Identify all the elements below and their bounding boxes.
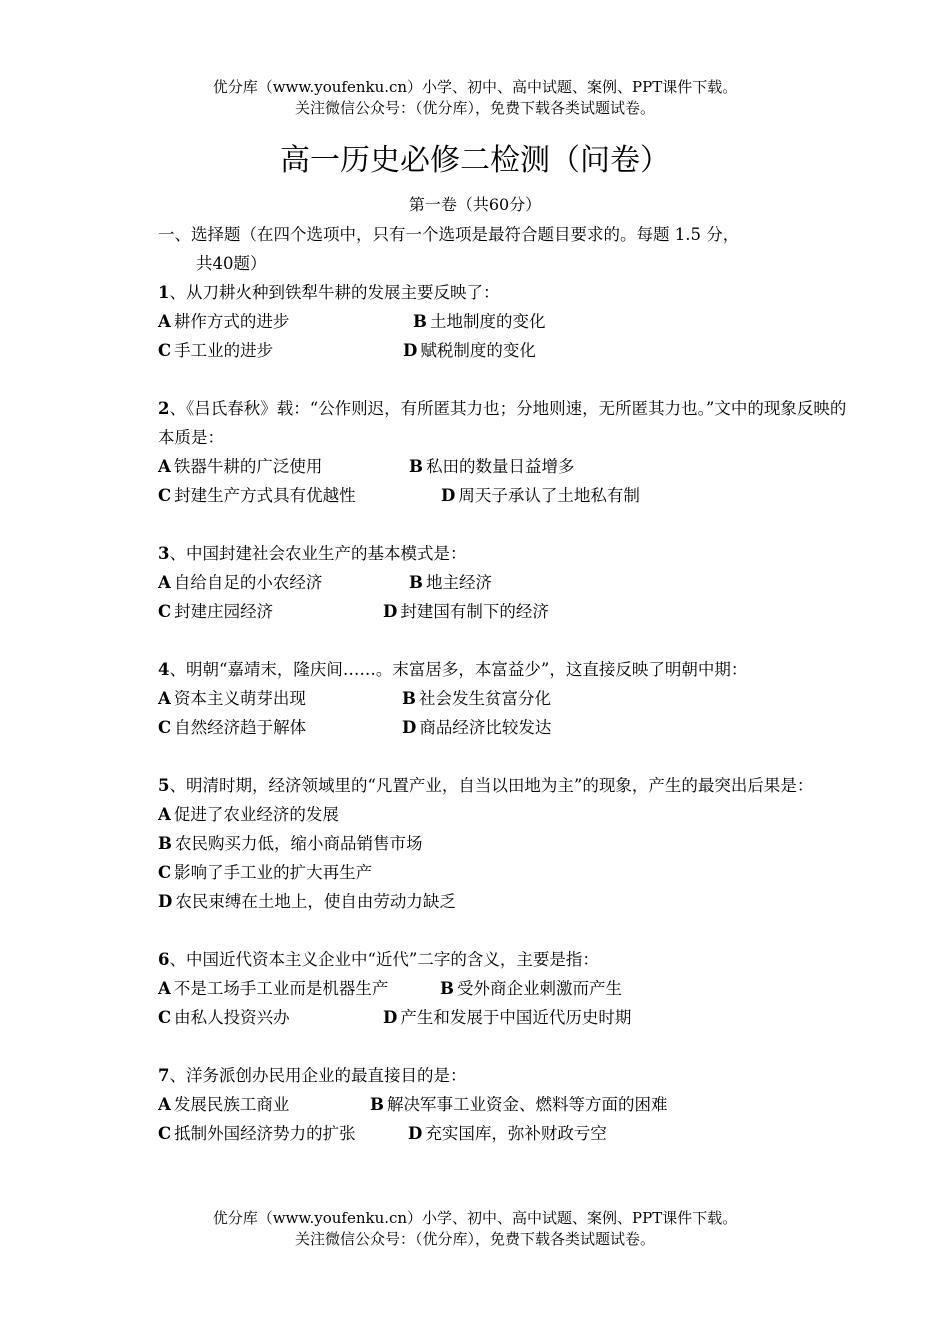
option-c (158, 336, 403, 365)
option-letter: A (158, 805, 171, 824)
option-text: 由私人投资兴办 (174, 1008, 290, 1027)
option-text: 耕作方式的进步 (173, 312, 290, 331)
question-stem (158, 945, 848, 974)
option-letter: B (402, 689, 416, 708)
option-letter: A (158, 1095, 171, 1114)
option-d (441, 481, 640, 510)
option-letter: C (158, 1008, 172, 1027)
option-letter: C (158, 602, 172, 621)
option-c (158, 481, 441, 510)
question-stem (158, 394, 848, 452)
question-number: 5 (158, 776, 170, 795)
option-text: 影响了手工业的扩大再生产 (174, 863, 373, 882)
footer-line-2: 关注微信公众号：（优分库），免费下载各类试题试卷。 (294, 1230, 655, 1248)
option-row (158, 568, 848, 597)
option-letter: B (158, 834, 172, 853)
option-row (158, 1090, 848, 1119)
question-stem (158, 539, 848, 568)
question-text: 、中国封建社会农业生产的基本模式是： (169, 544, 467, 563)
option-c (158, 597, 383, 626)
option-text: 解决军事工业资金、燃料等方面的困难 (386, 1095, 668, 1114)
option-text: 封建国有制下的经济 (400, 602, 549, 621)
option-text: 促进了农业经济的发展 (173, 805, 339, 824)
question-stem (158, 655, 848, 684)
option-text: 手工业的进步 (174, 341, 274, 360)
option-letter: A (158, 689, 171, 708)
option-letter: B (370, 1095, 384, 1114)
option-letter: D (383, 1008, 398, 1027)
option-letter: D (158, 892, 173, 911)
question-number: 4 (158, 660, 170, 679)
option-letter: B (440, 979, 454, 998)
option-text: 农民购买力低，缩小商品销售市场 (174, 834, 423, 853)
question-7 (158, 1061, 848, 1148)
option-text: 私田的数量日益增多 (425, 457, 575, 476)
option-c (158, 1003, 383, 1032)
page-footer (0, 1208, 950, 1250)
option-c (158, 1119, 408, 1148)
option-letter: D (403, 341, 418, 360)
option-row (158, 481, 848, 510)
option-d (408, 1119, 607, 1148)
question-2 (158, 394, 848, 510)
option-b (440, 974, 622, 1003)
option-letter: A (158, 573, 171, 592)
option-letter: D (383, 602, 398, 621)
option-row (158, 307, 848, 336)
option-text: 商品经济比较发达 (419, 718, 552, 737)
part-subtitle: 第一卷（共60分） (408, 195, 542, 214)
question-text: 、中国近代资本主义企业中“近代”二字的含义，主要是指： (169, 950, 599, 969)
option-b (413, 307, 545, 336)
option-text: 地主经济 (425, 573, 492, 592)
section-heading (158, 220, 848, 278)
option-letter: A (158, 979, 171, 998)
option-b (409, 568, 492, 597)
question-1 (158, 278, 848, 365)
option-row (158, 452, 848, 481)
option-b (158, 829, 848, 858)
option-a (158, 307, 413, 336)
question-number: 6 (158, 950, 170, 969)
option-d (403, 336, 536, 365)
option-letter: D (402, 718, 417, 737)
question-number: 2 (158, 399, 170, 418)
question-number: 1 (158, 283, 170, 302)
question-stem (158, 1061, 848, 1090)
page-header (0, 77, 950, 119)
option-row (158, 974, 848, 1003)
option-text: 周天子承认了土地私有制 (458, 486, 640, 505)
question-text: 、明清时期，经济领域里的“凡置产业，自当以田地为主”的现象，产生的最突出后果是： (169, 776, 814, 795)
option-text: 社会发生贫富分化 (418, 689, 551, 708)
option-d (383, 1003, 631, 1032)
question-text: 、明朝“嘉靖末，隆庆间……。末富居多，本富益少”，这直接反映了明朝中期： (169, 660, 748, 679)
option-b (370, 1090, 667, 1119)
header-line-2: 关注微信公众号：（优分库），免费下载各类试题试卷。 (294, 99, 655, 117)
footer-line-1: 优分库（www.youfenku.cn）小学、初中、高中试题、案例、PPT课件下载。 (212, 1209, 738, 1227)
question-stem (158, 771, 848, 800)
option-letter: B (409, 457, 423, 476)
option-text: 封建庄园经济 (174, 602, 274, 621)
option-text: 发展民族工商业 (173, 1095, 290, 1114)
option-b (409, 452, 574, 481)
question-3 (158, 539, 848, 626)
exam-content (158, 220, 848, 1148)
option-letter: A (158, 312, 171, 331)
option-letter: A (158, 457, 171, 476)
option-letter: B (409, 573, 423, 592)
option-d (383, 597, 549, 626)
option-letter: B (413, 312, 427, 331)
option-a (158, 684, 402, 713)
option-d (402, 713, 551, 742)
option-text: 充实国库，弥补财政亏空 (425, 1124, 607, 1143)
option-text: 封建生产方式具有优越性 (174, 486, 356, 505)
option-letter: C (158, 341, 172, 360)
option-text: 土地制度的变化 (429, 312, 546, 331)
option-letter: C (158, 486, 172, 505)
option-text: 不是工场手工业而是机器生产 (173, 979, 389, 998)
option-letter: C (158, 718, 172, 737)
question-text: 、洋务派创办民用企业的最直接目的是： (169, 1066, 467, 1085)
question-4 (158, 655, 848, 742)
option-row (158, 597, 848, 626)
option-a (158, 974, 440, 1003)
option-a (158, 568, 409, 597)
option-text: 自给自足的小农经济 (173, 573, 323, 592)
option-letter: D (408, 1124, 423, 1143)
option-row (158, 1003, 848, 1032)
option-letter: C (158, 863, 172, 882)
option-b (402, 684, 551, 713)
option-row (158, 684, 848, 713)
question-number: 3 (158, 544, 170, 563)
option-text: 受外商企业刺激而产生 (456, 979, 622, 998)
question-6 (158, 945, 848, 1032)
question-number: 7 (158, 1066, 170, 1085)
option-a (158, 1090, 370, 1119)
option-text: 自然经济趋于解体 (174, 718, 307, 737)
option-letter: C (158, 1124, 172, 1143)
question-text: 、《吕氏春秋》载：“公作则迟，有所匿其力也；分地则速，无所匿其力也。”文中的现象反映的本质是： (158, 399, 847, 447)
option-text: 资本主义萌芽出现 (173, 689, 306, 708)
section-heading-line-1: 一、选择题（在四个选项中，只有一个选项是最符合题目要求的。每题 1.5 分， (158, 225, 740, 244)
option-row (158, 336, 848, 365)
option-c (158, 858, 848, 887)
option-a (158, 452, 409, 481)
question-5 (158, 771, 848, 916)
option-c (158, 713, 402, 742)
option-text: 抵制外国经济势力的扩张 (174, 1124, 356, 1143)
option-text: 农民束缚在土地上，使自由劳动力缺乏 (175, 892, 456, 911)
option-row (158, 713, 848, 742)
header-line-1: 优分库（www.youfenku.cn）小学、初中、高中试题、案例、PPT课件下载。 (212, 78, 738, 96)
option-text: 铁器牛耕的广泛使用 (173, 457, 323, 476)
page-title: 高一历史必修二检测（问卷） (280, 143, 670, 178)
question-text: 、从刀耕火种到铁犁牛耕的发展主要反映了： (169, 283, 500, 302)
option-row (158, 1119, 848, 1148)
option-d (158, 887, 848, 916)
option-text: 产生和发展于中国近代历史时期 (400, 1008, 632, 1027)
question-stem (158, 278, 848, 307)
section-heading-line-2: 共40题） (196, 254, 267, 273)
option-letter: D (441, 486, 456, 505)
option-a (158, 800, 848, 829)
option-text: 赋税制度的变化 (420, 341, 536, 360)
